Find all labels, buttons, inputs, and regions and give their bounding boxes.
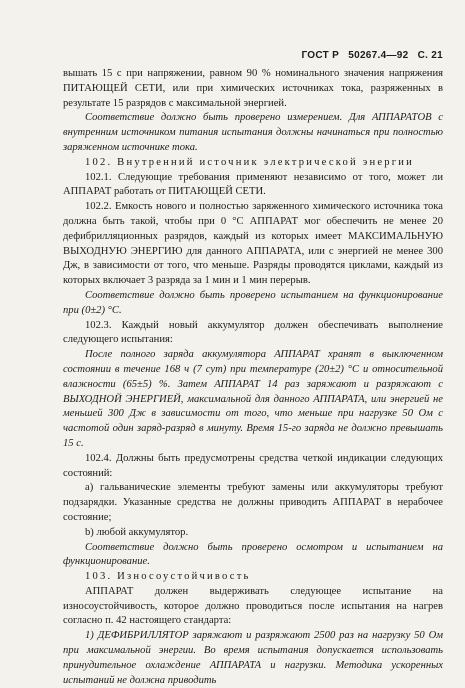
list-item: b) любой аккумулятор. xyxy=(85,526,189,538)
compliance-note: Соответствие должно быть проверено измерением. Для АППАРАТОВ с внутренним источником питания испытания должны начинаться при полностью заряженном источнике тока. xyxy=(63,112,443,153)
document-body xyxy=(63,67,443,688)
paragraph: 102.3. Каждый новый аккумулятор должен обеспечивать выполнение следующего испытания: xyxy=(63,319,443,346)
compliance-note: Соответствие должно быть проверено испытанием на функционирование при (0±2) °С. xyxy=(63,289,443,316)
paragraph: 102.1. Следующие требования применяют независимо от того, может ли АППАРАТ работать от ПИТАЮЩЕЙ СЕТИ. xyxy=(63,171,443,198)
paragraph: 102.4. Должны быть предусмотрены средства четкой индикации следующих состояний: xyxy=(63,452,443,479)
page-number: С. 21 xyxy=(417,50,443,61)
compliance-note: Соответствие должно быть проверено осмотром и испытанием на функционирование. xyxy=(63,541,443,568)
test-procedure: 1) ДЕФИБРИЛЛЯТОР заряжают и разряжают 2500 раз на нагрузку 50 Ом при максимальной энергии. Во время испытания допускается использовать принудительное охлаждение АППАРАТА и нагрузки. Методика ускоренных испытаний не должна приводить xyxy=(63,630,443,686)
test-procedure: После полного заряда аккумулятора АППАРАТ хранят в выключенном состоянии в течение 168 ч (7 сут) при температуре (20±2) °С и относительной влажности (65±5) %. Затем АППАРАТ 14 раз заряжают и разряжают с ВЫХОДНОЙ ЭНЕРГИЕЙ, максимальной для данного АППАРАТА, или энергией не меньшей 300 Дж в зависимости от того, что меньше при нагрузке 50 Ом с частотой один заряд-разряд в минуту. Время 15-го заряда не должно превышать 15 с. xyxy=(63,349,443,449)
paragraph: АППАРАТ должен выдерживать следующее испытание на износоустойчивость, которое должно проводиться после испытания на нагрев согласно п. 42 настоящего стандарта: xyxy=(63,585,443,627)
paragraph: 102.2. Емкость нового и полностью заряженного химического источника тока должна быть такой, чтобы при 0 °С АППАРАТ мог обеспечить не менее 20 дефибрилляционных разрядов, каждый из которых имеет МАКСИМАЛЬНУЮ ВЫХОДНУЮ ЭНЕРГИЮ для данного АППАРАТА, или с энергией не менее 300 Дж, в зависимости от того, что меньше. Разряды проводятся циклами, каждый из которых включает 3 разряда за 1 мин и 1 мин перерыв. xyxy=(63,201,443,287)
list-item: а) гальванические элементы требуют замены или аккумуляторы требуют подзарядки. Указанные средства не должны приводить АППАРАТ в нерабочее состояние; xyxy=(63,482,443,523)
paragraph: вышать 15 с при напряжении, равном 90 % номинального значения напряжения ПИТАЮЩЕЙ СЕТИ, или при химических источниках тока, разряженных в результате 15 разрядов с максимальной энергией. xyxy=(63,68,443,109)
section-heading: 102. Внутренний источник электрической энергии xyxy=(85,156,415,168)
page-header xyxy=(295,50,443,61)
section-heading: 103. Износоустойчивость xyxy=(85,571,251,583)
standard-number: 50267.4—92 xyxy=(348,50,409,61)
standard-label: ГОСТ Р xyxy=(301,50,340,61)
